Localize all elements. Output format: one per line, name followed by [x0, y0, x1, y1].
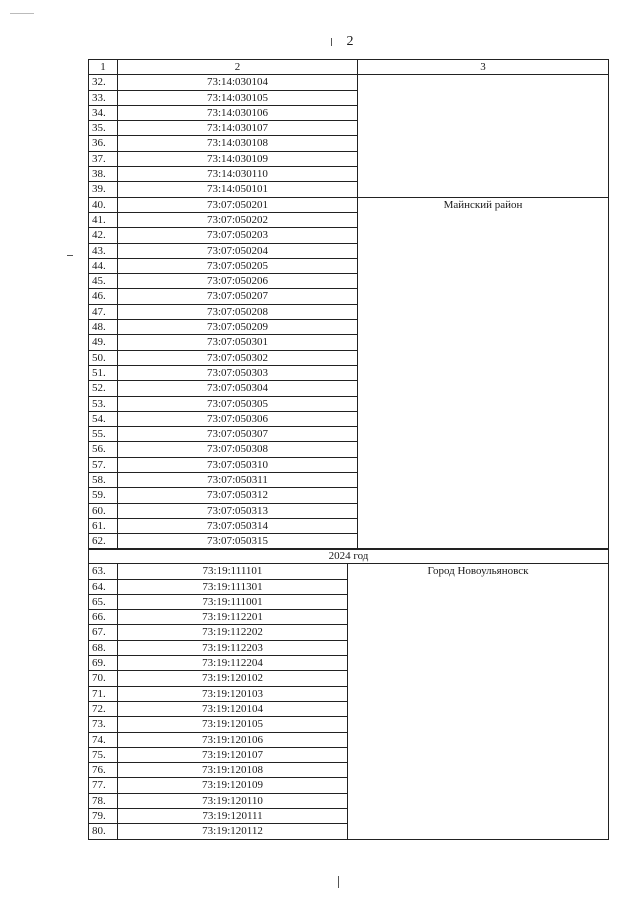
row-number: 44. [89, 258, 118, 273]
table-row [89, 197, 609, 212]
cadastral-quarter: 73:14:030107 [118, 121, 358, 136]
table-header-row [89, 60, 609, 75]
row-number: 75. [89, 747, 118, 762]
cadastral-quarter: 73:19:120111 [118, 809, 348, 824]
cadastral-quarter: 73:19:120104 [118, 701, 348, 716]
row-number: 76. [89, 763, 118, 778]
row-number: 48. [89, 320, 118, 335]
row-number: 65. [89, 594, 118, 609]
cadastral-quarter: 73:14:030104 [118, 75, 358, 90]
row-number: 69. [89, 656, 118, 671]
row-number: 57. [89, 457, 118, 472]
cadastral-quarter: 73:14:030110 [118, 167, 358, 182]
cadastral-quarter: 73:07:050303 [118, 365, 358, 380]
cadastral-quarter: 73:19:111001 [118, 594, 348, 609]
row-number: 39. [89, 182, 118, 197]
cadastral-quarter: 73:19:120112 [118, 824, 348, 839]
row-number: 60. [89, 503, 118, 518]
row-number: 74. [89, 732, 118, 747]
row-number: 67. [89, 625, 118, 640]
cadastral-quarter: 73:07:050204 [118, 243, 358, 258]
row-number: 73. [89, 717, 118, 732]
cadastral-quarter: 73:07:050206 [118, 274, 358, 289]
row-number: 50. [89, 350, 118, 365]
cadastral-quarter: 73:19:120107 [118, 747, 348, 762]
cadastral-quarter: 73:19:112203 [118, 640, 348, 655]
cadastral-quarter: 73:14:030105 [118, 90, 358, 105]
row-number: 64. [89, 579, 118, 594]
scan-mark [331, 38, 332, 46]
cadastral-quarter: 73:07:050203 [118, 228, 358, 243]
cadastral-quarter: 73:07:050308 [118, 442, 358, 457]
year-heading: 2024 год [89, 549, 609, 564]
cadastral-quarter: 73:07:050312 [118, 488, 358, 503]
cadastral-quarter: 73:19:112201 [118, 610, 348, 625]
row-number: 80. [89, 824, 118, 839]
region-cell: Город Новоульяновск [348, 564, 609, 839]
row-number: 40. [89, 197, 118, 212]
row-number: 41. [89, 212, 118, 227]
row-number: 78. [89, 793, 118, 808]
cadastral-quarter: 73:07:050311 [118, 473, 358, 488]
cadastral-quarter: 73:07:050202 [118, 212, 358, 227]
cadastral-quarter: 73:07:050208 [118, 304, 358, 319]
row-number: 43. [89, 243, 118, 258]
table-row [89, 75, 609, 90]
row-number: 42. [89, 228, 118, 243]
row-number: 68. [89, 640, 118, 655]
page-number: 2 [346, 34, 354, 49]
cadastral-quarter: 73:07:050306 [118, 411, 358, 426]
cadastral-quarter: 73:19:112204 [118, 656, 348, 671]
cadastral-quarter: 73:19:120109 [118, 778, 348, 793]
cadastral-quarter: 73:07:050205 [118, 258, 358, 273]
cadastral-quarter: 73:14:050101 [118, 182, 358, 197]
cadastral-quarter: 73:19:111101 [118, 564, 348, 579]
cadastral-quarter: 73:07:050314 [118, 518, 358, 533]
row-number: 53. [89, 396, 118, 411]
row-number: 71. [89, 686, 118, 701]
row-number: 52. [89, 381, 118, 396]
cadastral-quarter: 73:19:120110 [118, 793, 348, 808]
header-col-2: 2 [118, 60, 358, 75]
row-number: 70. [89, 671, 118, 686]
cadastral-quarter: 73:19:120103 [118, 686, 348, 701]
region-cell [358, 75, 609, 197]
row-number: 46. [89, 289, 118, 304]
row-number: 45. [89, 274, 118, 289]
parcel-table [88, 59, 609, 550]
row-number: 34. [89, 105, 118, 120]
cadastral-quarter: 73:19:120102 [118, 671, 348, 686]
row-number: 49. [89, 335, 118, 350]
row-number: 55. [89, 427, 118, 442]
row-number: 66. [89, 610, 118, 625]
cadastral-quarter: 73:14:030106 [118, 105, 358, 120]
cadastral-quarter: 73:07:050305 [118, 396, 358, 411]
row-number: 33. [89, 90, 118, 105]
row-number: 58. [89, 473, 118, 488]
row-number: 77. [89, 778, 118, 793]
cadastral-quarter: 73:19:120108 [118, 763, 348, 778]
cadastral-quarter: 73:07:050315 [118, 534, 358, 549]
row-number: 32. [89, 75, 118, 90]
header-col-3: 3 [358, 60, 609, 75]
cadastral-quarter: 73:07:050302 [118, 350, 358, 365]
row-number: 61. [89, 518, 118, 533]
scan-mark [67, 255, 73, 256]
cadastral-quarter: 73:07:050201 [118, 197, 358, 212]
scan-mark [338, 876, 339, 888]
parcel-table-2024 [88, 548, 609, 840]
row-number: 38. [89, 167, 118, 182]
row-number: 51. [89, 365, 118, 380]
row-number: 63. [89, 564, 118, 579]
row-number: 54. [89, 411, 118, 426]
cadastral-quarter: 73:07:050313 [118, 503, 358, 518]
table-row [89, 564, 609, 579]
row-number: 56. [89, 442, 118, 457]
row-number: 36. [89, 136, 118, 151]
cadastral-quarter: 73:14:030108 [118, 136, 358, 151]
row-number: 47. [89, 304, 118, 319]
row-number: 62. [89, 534, 118, 549]
cadastral-quarter: 73:14:030109 [118, 151, 358, 166]
row-number: 72. [89, 701, 118, 716]
region-cell: Майнский район [358, 197, 609, 549]
row-number: 37. [89, 151, 118, 166]
cadastral-quarter: 73:19:112202 [118, 625, 348, 640]
cadastral-quarter: 73:07:050310 [118, 457, 358, 472]
row-number: 35. [89, 121, 118, 136]
row-number: 79. [89, 809, 118, 824]
cadastral-quarter: 73:07:050304 [118, 381, 358, 396]
cadastral-quarter: 73:07:050301 [118, 335, 358, 350]
cadastral-quarter: 73:07:050209 [118, 320, 358, 335]
cadastral-quarter: 73:07:050207 [118, 289, 358, 304]
header-col-1: 1 [89, 60, 118, 75]
cadastral-quarter: 73:19:120106 [118, 732, 348, 747]
cadastral-quarter: 73:19:111301 [118, 579, 348, 594]
year-heading-row [89, 549, 609, 564]
row-number: 59. [89, 488, 118, 503]
cadastral-quarter: 73:07:050307 [118, 427, 358, 442]
cadastral-quarter: 73:19:120105 [118, 717, 348, 732]
scan-mark [10, 13, 34, 14]
